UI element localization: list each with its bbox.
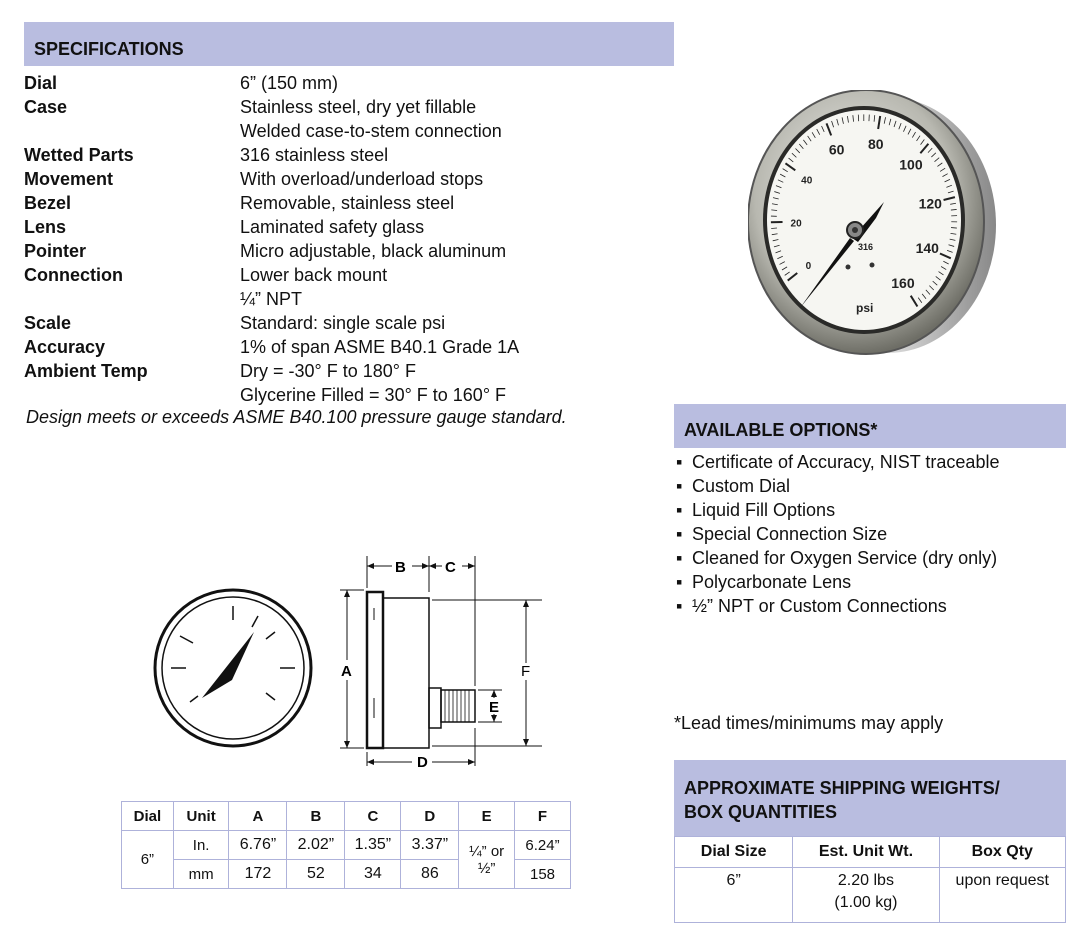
col-header-a: A (229, 802, 287, 831)
dim-label-d: D (417, 754, 428, 771)
bullet-icon: ▪ (676, 452, 683, 472)
specifications-header: SPECIFICATIONS (24, 22, 674, 66)
dial-dot (870, 263, 875, 268)
unit-cell: mm (173, 860, 229, 889)
spec-value: Stainless steel, dry yet fillable (240, 97, 477, 117)
unit-weight-cell (793, 868, 939, 923)
value-cell: 6.24” (515, 831, 571, 860)
option-label: Certificate of Accuracy, NIST traceable (692, 452, 1000, 472)
spec-label: Connection (24, 265, 123, 285)
spec-label: Accuracy (24, 337, 106, 357)
dial-model-label: 316 (858, 242, 874, 252)
option-label: Special Connection Size (692, 524, 888, 544)
dial-scale-label: 80 (868, 136, 884, 153)
option-label: ½” NPT or Custom Connections (692, 596, 947, 616)
option-item (676, 522, 999, 546)
option-item (676, 474, 999, 498)
option-label: Custom Dial (692, 476, 791, 496)
option-label: Polycarbonate Lens (692, 572, 852, 592)
spec-label: Ambient Temp (24, 361, 148, 381)
col-header-unit: Unit (173, 802, 229, 831)
weight-kg: (1.00 kg) (834, 894, 898, 911)
dim-label-f: F (521, 663, 531, 680)
spec-label: Scale (24, 313, 72, 333)
option-label: Liquid Fill Options (692, 500, 836, 520)
spec-value: Welded case-to-stem connection (240, 121, 502, 141)
drawing-pointer (202, 632, 254, 698)
col-header-e: E (459, 802, 515, 831)
dial-scale-label: 60 (828, 141, 845, 158)
dial-scale-label: 140 (915, 239, 939, 256)
table-header-row (122, 802, 571, 831)
dial-unit-label: psi (856, 301, 874, 315)
option-item (676, 450, 999, 474)
dial-size-cell: 6” (675, 868, 793, 923)
spec-value: 6” (150 mm) (240, 73, 339, 93)
value-cell: 158 (515, 860, 571, 889)
bullet-icon: ▪ (676, 596, 683, 616)
dial-dot (846, 265, 851, 270)
dim-label-e: E (489, 699, 500, 716)
spec-value: ¼” NPT (240, 289, 303, 309)
bullet-icon: ▪ (676, 476, 683, 496)
dial-scale-label: 20 (790, 218, 802, 230)
col-header-dial-size: Dial Size (675, 837, 793, 868)
value-cell: 86 (401, 860, 459, 889)
unit-cell: In. (173, 831, 229, 860)
value-cell: 6.76” (229, 831, 287, 860)
value-cell: ¼” or ½” (459, 831, 515, 889)
spec-label: Case (24, 97, 68, 117)
table-row (122, 831, 571, 860)
spec-label: Pointer (24, 241, 87, 261)
col-header-f: F (515, 802, 571, 831)
dial-cell: 6” (122, 831, 174, 889)
spec-value: Standard: single scale psi (240, 313, 446, 333)
shipping-table (674, 836, 1066, 923)
dial-scale-label: 100 (899, 156, 923, 173)
table-row (675, 868, 1066, 923)
standard-note: Design meets or exceeds ASME B40.100 pressure gauge standard. (26, 407, 567, 427)
side-view-drawing (330, 548, 560, 773)
gauge-photo (748, 90, 998, 365)
options-list (676, 450, 999, 618)
spec-label: Wetted Parts (24, 145, 134, 165)
spec-value: Laminated safety glass (240, 217, 425, 237)
value-cell: 34 (345, 860, 401, 889)
col-header-dial: Dial (122, 802, 174, 831)
spec-value: Glycerine Filled = 30° F to 160° F (240, 385, 507, 405)
lead-time-note: *Lead times/minimums may apply (674, 713, 944, 733)
spec-label: Dial (24, 73, 58, 93)
spec-value: 316 stainless steel (240, 145, 389, 165)
dial-scale-label: 40 (801, 175, 813, 187)
col-header-d: D (401, 802, 459, 831)
option-item (676, 498, 999, 522)
value-cell: 3.37” (401, 831, 459, 860)
spec-value: Micro adjustable, black aluminum (240, 241, 507, 261)
dimensions-table (121, 801, 571, 889)
bullet-icon: ▪ (676, 572, 683, 592)
dial-tick (951, 228, 957, 229)
spec-label: Lens (24, 217, 67, 237)
col-header-unit-weight: Est. Unit Wt. (793, 837, 939, 868)
spec-label: Bezel (24, 193, 72, 213)
dial-scale-label: 120 (918, 195, 942, 212)
spec-value: 1% of span ASME B40.1 Grade 1A (240, 337, 520, 357)
options-header: AVAILABLE OPTIONS* (674, 404, 1066, 448)
spec-value: Removable, stainless steel (240, 193, 455, 213)
spec-value: With overload/underload stops (240, 169, 484, 189)
option-item (676, 570, 999, 594)
bullet-icon: ▪ (676, 500, 683, 520)
value-cell: 1.35” (345, 831, 401, 860)
option-label: Cleaned for Oxygen Service (dry only) (692, 548, 998, 568)
dial-scale-label: 160 (891, 275, 915, 292)
value-cell: 172 (229, 860, 287, 889)
dim-label-b: B (395, 559, 406, 576)
dial-tick (771, 228, 777, 229)
bullet-icon: ▪ (676, 524, 683, 544)
spec-label: Movement (24, 169, 114, 189)
col-header-b: B (287, 802, 345, 831)
weight-lbs: 2.20 lbs (837, 872, 894, 889)
front-view-drawing (150, 588, 320, 758)
shipping-title-line-1: APPROXIMATE SHIPPING WEIGHTS/ (684, 778, 1000, 798)
box-qty-cell: upon request (939, 868, 1065, 923)
dim-label-a: A (341, 663, 352, 680)
option-item (676, 594, 999, 618)
spec-value: Dry = -30° F to 180° F (240, 361, 416, 381)
col-header-box-qty: Box Qty (939, 837, 1065, 868)
dim-label-c: C (445, 559, 456, 576)
value-cell: 52 (287, 860, 345, 889)
option-item (676, 546, 999, 570)
table-header-row (675, 837, 1066, 868)
shipping-title-line-2: BOX QUANTITIES (684, 802, 838, 822)
dial-scale-label: 0 (805, 261, 812, 273)
bullet-icon: ▪ (676, 548, 683, 568)
col-header-c: C (345, 802, 401, 831)
spec-value: Lower back mount (240, 265, 388, 285)
shipping-header (674, 760, 1066, 836)
value-cell: 2.02” (287, 831, 345, 860)
